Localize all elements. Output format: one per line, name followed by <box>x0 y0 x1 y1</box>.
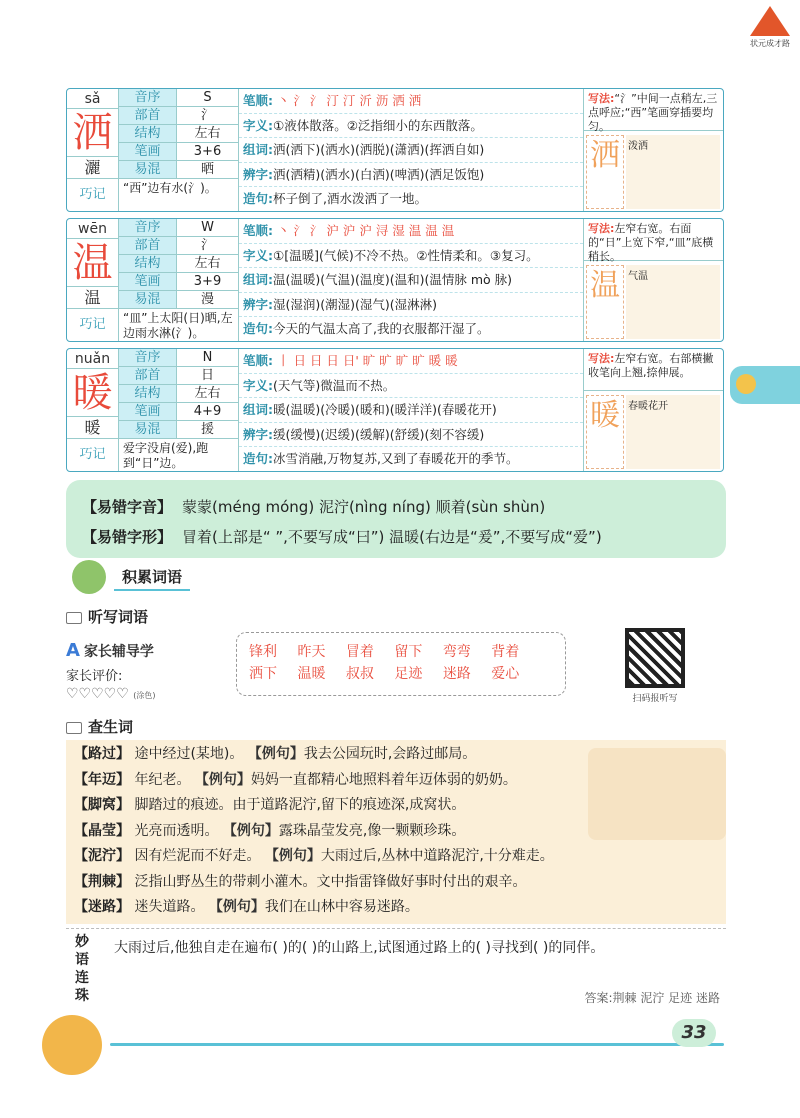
qr-code[interactable] <box>612 628 698 704</box>
big-char: 暖 <box>67 369 118 417</box>
illustration <box>626 265 720 339</box>
vocab-row: 【迷路】 迷失道路。 【例句】我们在山林中容易迷路。 <box>74 899 419 915</box>
footer <box>0 1015 800 1105</box>
pinyin: nuǎn <box>67 349 118 369</box>
exercise-text: 大雨过后,他独自走在遍布( )的( )的山路上,试图通过路上的( )寻找到( )的同伴。 <box>114 940 605 956</box>
label: 辨字: <box>243 166 273 182</box>
prop-value: N <box>202 350 213 365</box>
prop-value: 3+9 <box>193 274 222 289</box>
words: 暖(温暖)(冷暖)(暖和)(暖洋洋)(春暖花开) <box>273 402 497 418</box>
illustration-caption: 泼洒 <box>628 141 648 152</box>
prop-value: S <box>203 90 212 105</box>
vocab-list <box>66 740 726 924</box>
traditional-char: 温 <box>67 287 118 309</box>
section-title: 查生词 <box>88 718 134 736</box>
mistake-sound-label: 【易错字音】 <box>82 498 173 516</box>
writing-grid-char: 暖 <box>590 398 620 433</box>
stroke-order: 丨 日 日 日 日' 旷 旷 旷 旷 暖 暖 <box>276 353 458 368</box>
prop-value: 日 <box>200 368 214 383</box>
section-tingxie <box>66 606 148 627</box>
distinguish: 缓(缓慢)(迟缓)(缓解)(舒缓)(刻不容缓) <box>273 426 485 442</box>
label: 写法: <box>588 92 615 105</box>
stroke-order: 丶 氵 氵 沪 沪 沪 浔 湿 温 温 温 <box>276 223 455 238</box>
vocab-row: 【路过】 途中经过(某地)。 【例句】我去公园玩时,会路过邮局。 <box>74 746 477 762</box>
cat-icon <box>736 374 756 394</box>
label: 笔顺: <box>243 353 273 368</box>
label: 组词: <box>243 272 273 288</box>
grandma-illustration <box>588 748 726 840</box>
vocab-row: 【泥泞】 因有烂泥而不好走。 【例句】大雨过后,丛林中道路泥泞,十分难走。 <box>74 848 554 864</box>
prop-value: 左右 <box>194 126 221 141</box>
label: 写法: <box>588 352 615 365</box>
sentence: 今天的气温太高了,我的衣服都汗湿了。 <box>273 321 490 337</box>
prop-key: 结构 <box>119 125 177 142</box>
writing-tip: “氵”中间一点稍左,三点呼应;“西”笔画穿插要均匀。 <box>588 92 718 133</box>
dictation-word: 背着 <box>491 644 520 660</box>
mistake-shape-text: 冒着(上部是“ ”,不要写成“曰”) 温暖(右边是“爰”,不要写成“爱”) <box>182 528 602 546</box>
traditional-char: 暖 <box>67 417 118 439</box>
big-char: 温 <box>67 239 118 287</box>
prop-key: 音序 <box>119 349 177 366</box>
section-chashen <box>66 716 133 737</box>
prop-key: 音序 <box>119 89 177 106</box>
label: 笔顺: <box>243 93 273 108</box>
label: 字义: <box>243 247 273 263</box>
illustration-caption: 气温 <box>628 271 648 282</box>
doctor-mascot-icon <box>72 560 106 594</box>
illustration <box>626 135 720 209</box>
writing-tip: 左窄右宽。右面的“日”上宽下窄,“皿”底横稍长。 <box>588 222 714 263</box>
label: 造句: <box>243 321 273 337</box>
char-card-sa <box>66 88 724 212</box>
pencil-icon <box>66 612 82 624</box>
dictation-word: 昨天 <box>297 644 326 660</box>
publisher-logo <box>745 6 795 49</box>
stroke-order: 丶 氵 氵 汀 汀 沂 沥 洒 洒 <box>276 93 422 108</box>
parent-guide <box>66 640 226 702</box>
section-jilei <box>72 560 190 594</box>
dictation-words <box>236 632 566 696</box>
answer: 答案:荆棘 泥泞 足迹 迷路 <box>584 991 720 1005</box>
dictation-word: 迷路 <box>442 666 471 682</box>
prop-value: W <box>201 220 214 235</box>
dictation-word: 锋利 <box>249 644 277 660</box>
footer-line <box>110 1043 724 1046</box>
words: 温(温暖)(气温)(温度)(温和)(温情脉 mò 脉) <box>273 272 513 288</box>
char-card-nuan <box>66 348 724 472</box>
logo-caption: 状元成才路 <box>750 39 790 48</box>
label: 字义: <box>243 377 273 393</box>
prop-value: 氵 <box>200 238 214 253</box>
label: 写法: <box>588 222 615 235</box>
prop-key: 易混 <box>119 161 177 178</box>
exercise-label: 妙语连珠 <box>75 934 89 1004</box>
parent-eval-label: 家长评价: <box>66 669 123 684</box>
prop-key: 笔画 <box>119 403 177 420</box>
big-char: 洒 <box>67 109 118 157</box>
sentence: 冰雪消融,万物复苏,又到了春暖花开的季节。 <box>273 451 519 467</box>
tip-text: 爱字没肩(爱),跑到“日”边。 <box>123 441 209 470</box>
section-title: 听写词语 <box>88 608 149 626</box>
tip-label: 巧记 <box>79 187 106 202</box>
pinyin: wēn <box>67 219 118 239</box>
dictation-word: 叔叔 <box>345 666 374 682</box>
prop-key: 结构 <box>119 255 177 272</box>
prop-key: 易混 <box>119 421 177 438</box>
prop-key: 部首 <box>119 107 177 124</box>
label: 笔顺: <box>243 223 273 238</box>
prop-key: 结构 <box>119 385 177 402</box>
prop-value: 援 <box>200 422 214 437</box>
prop-key: 音序 <box>119 219 177 236</box>
side-tab <box>730 366 800 404</box>
qr-code-icon[interactable] <box>625 628 685 688</box>
dictation-word: 冒着 <box>345 644 374 660</box>
vocab-row: 【晶莹】 光亮而透明。 【例句】露珠晶莹发亮,像一颗颗珍珠。 <box>74 822 466 839</box>
parent-title: 家长辅导学 <box>83 644 154 660</box>
prop-value: 漫 <box>200 292 214 307</box>
label: 辨字: <box>243 426 273 442</box>
label: 字义: <box>243 117 273 133</box>
writing-tip: 左窄右宽。右部横撇收笔向上翘,捺伸展。 <box>588 352 714 379</box>
mascot-icon <box>42 1015 102 1075</box>
words: 洒(洒下)(洒水)(洒脱)(潇洒)(挥洒自如) <box>273 142 485 158</box>
pinyin: sǎ <box>67 89 118 109</box>
hearts-note: (涂色) <box>133 691 156 700</box>
tip-label: 巧记 <box>79 317 106 332</box>
traditional-char: 灑 <box>67 157 118 179</box>
writing-grid-char: 洒 <box>590 138 620 173</box>
prop-value: 氵 <box>200 108 214 123</box>
prop-key: 部首 <box>119 367 177 384</box>
tip-label: 巧记 <box>79 447 106 462</box>
mistakes-box <box>66 480 726 558</box>
label: 造句: <box>243 191 273 207</box>
prop-key: 笔画 <box>119 273 177 290</box>
prop-value: 左右 <box>194 386 221 401</box>
meaning: ①液体散落。②泛指细小的东西散落。 <box>273 117 483 133</box>
label: 组词: <box>243 142 273 158</box>
meaning: (天气等)微温而不热。 <box>273 377 396 393</box>
label: 组词: <box>243 402 273 418</box>
prop-value: 左右 <box>194 256 221 271</box>
prop-key: 部首 <box>119 237 177 254</box>
prop-value: 晒 <box>200 162 214 177</box>
parent-logo-icon: A <box>66 640 80 661</box>
sentence: 杯子倒了,酒水泼洒了一地。 <box>273 191 427 207</box>
meaning: ①[温暖](气候)不冷不热。②性情柔和。③复习。 <box>273 247 539 263</box>
tip-text: “西”边有水(氵)。 <box>123 181 217 195</box>
tip-text: “皿”上太阳(日)晒,左边雨水淋(氵)。 <box>123 311 233 340</box>
prop-key: 易混 <box>119 291 177 308</box>
illustration-caption: 春暖花开 <box>628 401 668 412</box>
label: 造句: <box>243 451 273 467</box>
prop-value: 3+6 <box>193 144 222 159</box>
mistake-sound-text: 蒙蒙(méng móng) 泥泞(nìng níng) 顺着(sùn shùn) <box>182 498 546 516</box>
section-title: 积累词语 <box>114 564 190 591</box>
fill-in-exercise <box>66 928 726 1010</box>
illustration <box>626 395 720 469</box>
pencil-icon <box>66 722 82 734</box>
char-card-wen <box>66 218 724 342</box>
dictation-word: 爱心 <box>491 666 520 682</box>
distinguish: 洒(洒精)(洒水)(白洒)(啤洒)(洒足饭饱) <box>273 166 485 182</box>
vocab-row: 【脚窝】 脚踏过的痕迹。由于道路泥泞,留下的痕迹深,成窝状。 <box>74 797 466 813</box>
writing-grid-char: 温 <box>590 268 620 303</box>
hearts-rating[interactable]: ♡♡♡♡♡ <box>66 686 129 702</box>
qr-caption: 扫码报听写 <box>632 694 678 704</box>
dictation-word: 弯弯 <box>442 644 471 660</box>
logo-mark-icon <box>750 6 790 36</box>
mistake-shape-label: 【易错字形】 <box>82 528 173 546</box>
page-number: 33 <box>672 1019 716 1047</box>
dictation-word: 温暖 <box>297 666 326 682</box>
prop-value: 4+9 <box>193 404 222 419</box>
dictation-word: 留下 <box>394 644 423 660</box>
vocab-row: 【年迈】 年纪老。 【例句】妈妈一直都精心地照料着年迈体弱的奶奶。 <box>74 771 517 788</box>
dictation-word: 足迹 <box>394 666 423 682</box>
vocab-row: 【荆棘】 泛指山野丛生的带刺小灌木。文中指雷锋做好事时付出的艰辛。 <box>74 873 527 890</box>
label: 辨字: <box>243 296 273 312</box>
prop-key: 笔画 <box>119 143 177 160</box>
distinguish: 湿(湿润)(潮湿)(湿气)(湿淋淋) <box>273 296 438 312</box>
dictation-word: 洒下 <box>249 666 277 682</box>
